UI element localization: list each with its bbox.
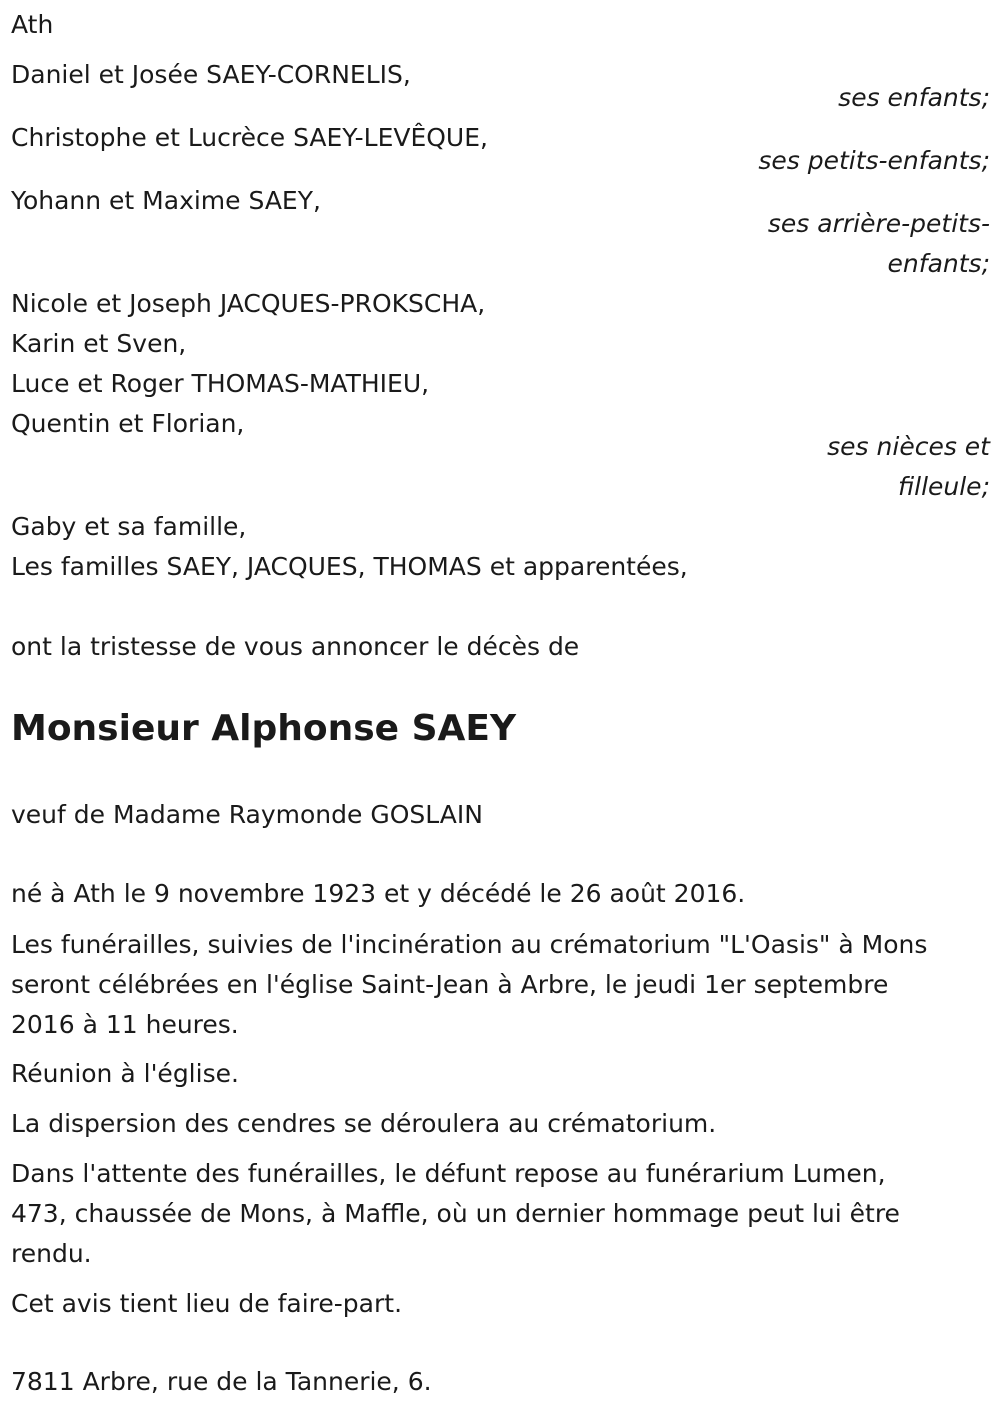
repose-line: 473, chaussée de Mons, à Maffle, où un dernier hommage peut lui être xyxy=(11,1199,900,1228)
repose-line: Dans l'attente des funérailles, le défunt repose au funérarium Lumen, xyxy=(11,1159,886,1188)
family-name-line: Christophe et Lucrèce SAEY-LEVÊQUE, xyxy=(11,123,488,152)
announcement-text: ont la tristesse de vous annoncer le décès de xyxy=(11,632,580,661)
widow-of-text: veuf de Madame Raymonde GOSLAIN xyxy=(11,800,483,829)
family-role: ses arrière-petits- xyxy=(767,209,990,238)
notice-text: Cet avis tient lieu de faire-part. xyxy=(11,1289,403,1318)
family-name-line: Daniel et Josée SAEY-CORNELIS, xyxy=(11,60,411,89)
ashes-text: La dispersion des cendres se déroulera au crématorium. xyxy=(11,1109,717,1138)
funeral-line: 2016 à 11 heures. xyxy=(11,1010,239,1039)
family-name-line: Luce et Roger THOMAS-MATHIEU, xyxy=(11,369,430,398)
family-role: filleule; xyxy=(897,472,990,501)
family-role: enfants; xyxy=(887,249,990,278)
deceased-name: Monsieur Alphonse SAEY xyxy=(11,708,517,749)
meeting-text: Réunion à l'église. xyxy=(11,1059,239,1088)
family-name-line: Gaby et sa famille, xyxy=(11,512,247,541)
family-role: ses nièces et xyxy=(827,432,990,461)
address-text: 7811 Arbre, rue de la Tannerie, 6. xyxy=(11,1367,432,1396)
family-name-line: Yohann et Maxime SAEY, xyxy=(11,186,321,215)
family-name-line: Quentin et Florian, xyxy=(11,409,245,438)
family-role: ses enfants; xyxy=(838,83,990,112)
family-name-line: Les familles SAEY, JACQUES, THOMAS et apparentées, xyxy=(11,552,688,581)
family-name-line: Karin et Sven, xyxy=(11,329,187,358)
place-heading: Ath xyxy=(11,10,54,39)
family-name-line: Nicole et Joseph JACQUES-PROKSCHA, xyxy=(11,289,486,318)
funeral-line: seront célébrées en l'église Saint-Jean à Arbre, le jeudi 1er septembre xyxy=(11,970,889,999)
born-died-text: né à Ath le 9 novembre 1923 et y décédé le 26 août 2016. xyxy=(11,879,746,908)
repose-line: rendu. xyxy=(11,1239,92,1268)
funeral-line: Les funérailles, suivies de l'incinération au crématorium "L'Oasis" à Mons xyxy=(11,930,928,959)
family-role: ses petits-enfants; xyxy=(758,146,990,175)
